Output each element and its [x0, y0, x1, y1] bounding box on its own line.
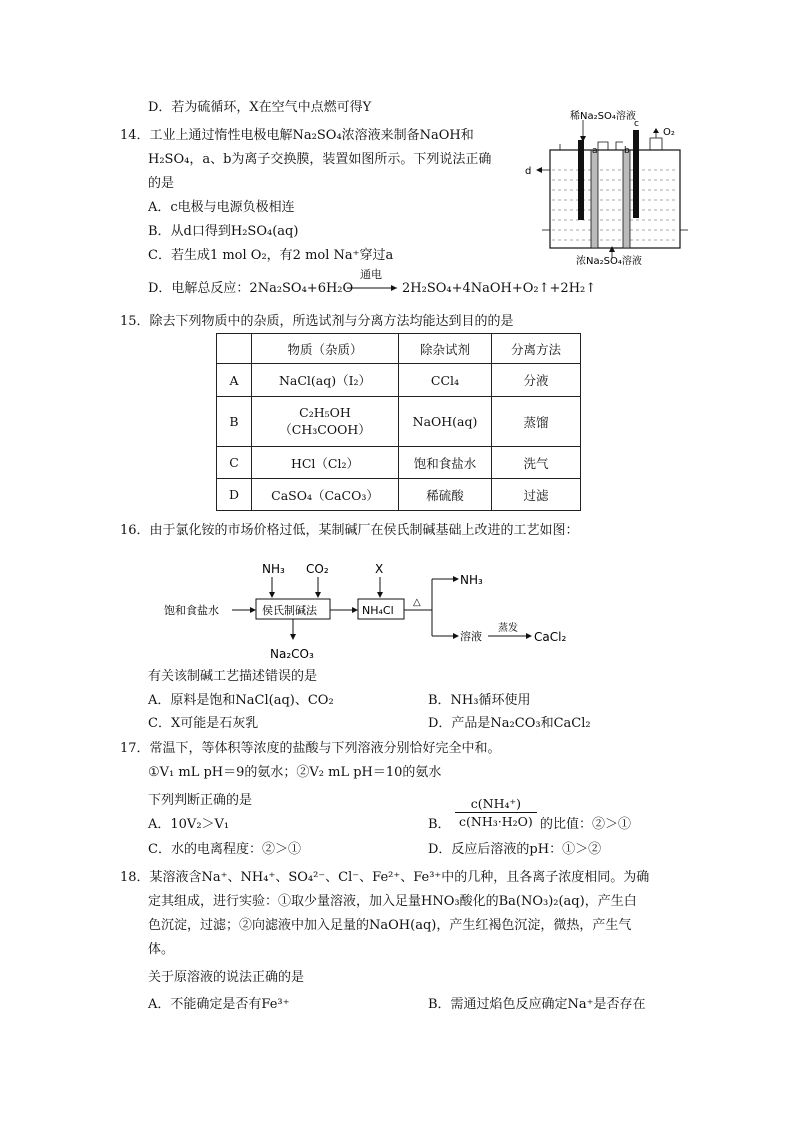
flow-na2co3: Na₂CO₃ — [270, 647, 314, 661]
q18-line2: 定其组成，进行实验：①取少量溶液，加入足量HNO₃酸化的Ba(NO₃)₂(aq)，产生白 — [148, 894, 637, 909]
table-cell: 稀硫酸 — [399, 479, 492, 511]
table-cell: NaOH(aq) — [399, 397, 492, 447]
q18-line4: 体。 — [148, 942, 175, 957]
q16-option-b: B．NH₃循环使用 — [428, 693, 531, 708]
table-cell: D — [217, 479, 252, 511]
flow-solution: 溶液 — [460, 630, 482, 643]
q17-option-b-fraction — [455, 796, 537, 829]
electrolysis-cell-diagram — [520, 108, 690, 268]
table-cell: C₂H₅OH （CH₃COOH） — [252, 397, 399, 447]
q14-option-c: C．若生成1 mol O₂，有2 mol Na⁺穿过a — [148, 248, 394, 263]
table-header-cell: 除杂试剂 — [399, 334, 492, 364]
flow-nh3-in: NH₃ — [262, 562, 285, 576]
table-cell: HCl（Cl₂） — [252, 447, 399, 479]
table-cell: 洗气 — [492, 447, 581, 479]
table-cell: 分液 — [492, 364, 581, 397]
flow-nh3-out: NH₃ — [460, 573, 483, 587]
flow-evap: 蒸发 — [498, 623, 518, 634]
fig-top-label: 稀Na₂SO₄溶液 — [570, 111, 636, 122]
q14-option-b: B．从d口得到H₂SO₄(aq) — [148, 224, 299, 239]
q16-ask: 有关该制碱工艺描述错误的是 — [148, 669, 318, 684]
q18-option-b: B．需通过焰色反应确定Na⁺是否存在 — [428, 997, 646, 1012]
table-cell: NaCl(aq)（I₂） — [252, 364, 399, 397]
q17-option-d: D．反应后溶液的pH：①＞② — [428, 842, 602, 857]
q17-option-b-suffix: 的比值：②＞① — [540, 817, 632, 832]
flow-x-in: X — [375, 562, 384, 576]
electrode-c — [633, 130, 639, 218]
flow-co2-in: CO₂ — [306, 562, 329, 576]
process-flow-diagram — [160, 552, 620, 664]
table-cell: 饱和食盐水 — [399, 447, 492, 479]
table-cell: A — [217, 364, 252, 397]
q16-option-a: A．原料是饱和NaCl(aq)、CO₂ — [148, 693, 334, 708]
q17-option-c: C．水的电离程度：②＞① — [148, 842, 301, 857]
table-cell: 蒸馏 — [492, 397, 581, 447]
flow-cacl2: CaCl₂ — [534, 630, 567, 644]
q15-stem: 15．除去下列物质中的杂质，所选试剂与分离方法均能达到目的的是 — [120, 314, 514, 329]
flow-box1-label: 侯氏制碱法 — [262, 604, 317, 617]
fig-label-o2: O₂ — [663, 127, 675, 138]
table-row — [217, 364, 581, 397]
q16-option-d: D．产品是Na₂CO₃和CaCl₂ — [428, 716, 591, 731]
table-header-cell: 物质（杂质） — [252, 334, 399, 364]
table-row — [217, 479, 581, 511]
q17-conditions: ①V₁ mL pH＝9的氨水；②V₂ mL pH＝10的氨水 — [148, 765, 442, 780]
q17-option-a: A．10V₂＞V₁ — [148, 817, 230, 832]
q17-option-b-prefix: B． — [428, 817, 451, 832]
fraction-numerator: c(NH₄⁺) — [455, 796, 537, 813]
q16-option-c: C．X可能是石灰乳 — [148, 716, 259, 731]
table-header-cell: 分离方法 — [492, 334, 581, 364]
q17-ask: 下列判断正确的是 — [148, 793, 253, 808]
table-cell: CCl₄ — [399, 364, 492, 397]
fig-label-b: b — [624, 146, 630, 156]
q18-line3: 色沉淀，过滤；②向滤液中加入足量的NaOH(aq)，产生红褐色沉淀，微热，产生气 — [148, 918, 632, 933]
table-cell: CaSO₄（CaCO₃） — [252, 479, 399, 511]
q13-option-d: D．若为硫循环，X在空气中点燃可得Y — [148, 100, 372, 115]
q14-reaction-arrow — [345, 283, 401, 293]
table-cell: B — [217, 397, 252, 447]
q14-option-d-right: 2H₂SO₄+4NaOH+O₂↑+2H₂↑ — [402, 281, 597, 296]
q16-stem: 16．由于氯化铵的市场价格过低，某制碱厂在侯氏制碱基础上改进的工艺如图： — [120, 523, 579, 538]
q15-table — [216, 333, 581, 511]
table-header-cell — [217, 334, 252, 364]
membrane-a — [591, 150, 598, 248]
fig-label-d: d — [525, 166, 532, 177]
fraction-denominator: c(NH₃·H₂O) — [459, 814, 533, 829]
table-row — [217, 397, 581, 447]
flow-heat: △ — [413, 597, 421, 608]
q18-option-a: A．不能确定是否有Fe³⁺ — [148, 997, 290, 1012]
q18-ask: 关于原溶液的说法正确的是 — [148, 970, 305, 985]
q17-stem: 17．常温下，等体积等浓度的盐酸与下列溶液分别恰好完全中和。 — [120, 741, 501, 756]
fig-label-a: a — [592, 146, 598, 156]
q14-stem-line1: 14．工业上通过惰性电极电解Na₂SO₄浓溶液来制备NaOH和 — [120, 128, 474, 143]
q14-stem-line3: 的是 — [148, 176, 175, 191]
fig-bottom-label: 浓Na₂SO₄溶液 — [576, 256, 642, 267]
electrode-left — [578, 140, 584, 220]
membrane-b — [623, 150, 630, 248]
table-cell: 过滤 — [492, 479, 581, 511]
q14-option-a: A．c电极与电源负极相连 — [148, 200, 295, 215]
q14-option-d-left: D．电解总反应：2Na₂SO₄+6H₂O — [148, 281, 354, 296]
flow-box2-label: NH₄Cl — [362, 604, 394, 617]
fig-label-c: c — [634, 119, 639, 129]
q14-stem-line2: H₂SO₄，a、b为离子交换膜，装置如图所示。下列说法正确 — [148, 152, 492, 167]
q14-option-d-condition: 通电 — [360, 268, 382, 281]
flow-brine: 饱和食盐水 — [164, 604, 219, 617]
table-cell: C — [217, 447, 252, 479]
table-row — [217, 447, 581, 479]
q18-line1: 18．某溶液含Na⁺、NH₄⁺、SO₄²⁻、Cl⁻、Fe²⁺、Fe³⁺中的几种，且各离子浓度相同。为确 — [120, 870, 650, 885]
